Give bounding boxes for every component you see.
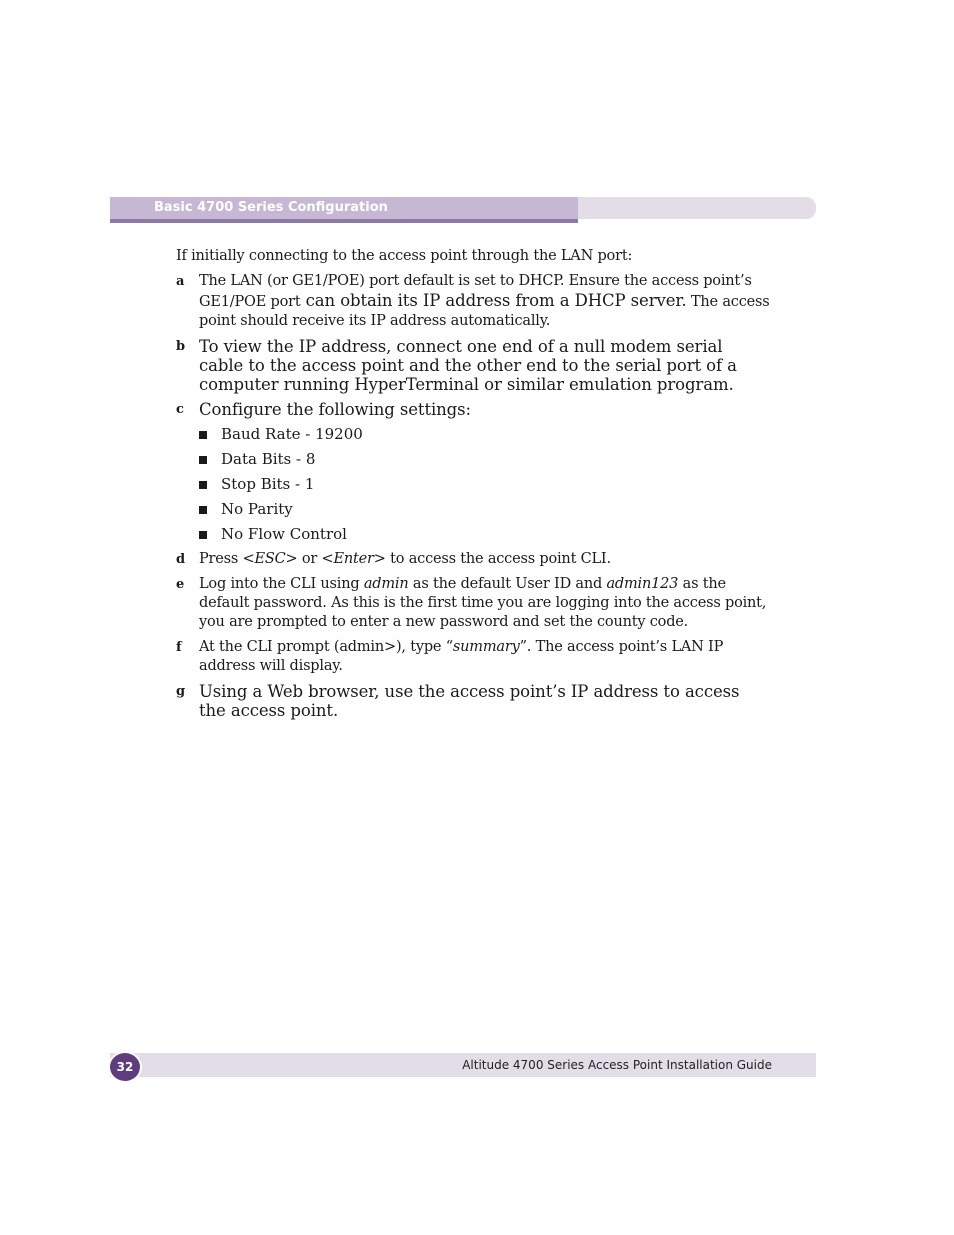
list-item-text: No Flow Control <box>221 525 347 543</box>
page-number: 32 <box>108 1051 142 1083</box>
list-item <box>199 500 771 519</box>
step-e-text-2: as the default User ID and <box>408 576 607 592</box>
list-item <box>199 450 771 469</box>
square-bullet-icon <box>199 481 207 489</box>
step-e <box>176 575 771 632</box>
step-d-text-3: > to access the access point CLI. <box>373 551 611 567</box>
step-f-text-1: At the CLI prompt (admin>), type “ <box>199 639 453 655</box>
default-user-id: admin <box>363 576 409 592</box>
step-d-text-1: Press < <box>199 551 255 567</box>
list-item <box>199 475 771 494</box>
esc-key: ESC <box>254 551 286 567</box>
step-a-part2: can obtain its IP address from a DHCP server. <box>300 291 687 310</box>
enter-key: Enter <box>333 551 374 567</box>
list-item <box>199 425 771 444</box>
step-d-text-2: > or < <box>285 551 334 567</box>
step-letter: e <box>176 577 185 592</box>
step-e-text-1: Log into the CLI using <box>199 576 364 592</box>
step-text <box>199 550 771 569</box>
step-a-part3: The access point should receive its IP address automatically. <box>199 294 770 329</box>
step-text <box>199 575 771 632</box>
step-text: To view the IP address, connect one end of a null modem serial cable to the access point and the other end to the serial port of a computer running HyperTerminal or similar emulation program. <box>199 337 737 394</box>
intro-text: If initially connecting to the access point through the LAN port: <box>176 248 633 264</box>
step-text: Using a Web browser, use the access point’s IP address to access the access point. <box>199 682 740 720</box>
step-g <box>176 682 771 720</box>
step-letter: f <box>176 640 182 655</box>
step-letter: g <box>176 684 186 699</box>
step-letter: c <box>176 402 184 417</box>
list-item-text: No Parity <box>221 500 293 518</box>
square-bullet-icon <box>199 456 207 464</box>
step-f <box>176 638 771 676</box>
main-content <box>176 247 771 726</box>
list-item-text: Baud Rate - 19200 <box>221 425 363 443</box>
step-text <box>199 638 771 676</box>
square-bullet-icon <box>199 531 207 539</box>
list-item-text: Stop Bits - 1 <box>221 475 315 493</box>
list-item-text: Data Bits - 8 <box>221 450 316 468</box>
default-password: admin123 <box>606 576 679 592</box>
section-title: Basic 4700 Series Configuration <box>154 200 388 215</box>
list-item <box>199 525 771 544</box>
step-letter: a <box>176 274 185 289</box>
step-text <box>199 272 771 331</box>
step-letter: b <box>176 339 186 354</box>
step-letter: d <box>176 552 186 567</box>
summary-command: summary <box>452 639 520 655</box>
footer-title: Altitude 4700 Series Access Point Installation Guide <box>462 1058 772 1072</box>
step-a <box>176 272 771 331</box>
step-f-text-2: ”. The access point’s LAN IP address will display. <box>199 639 724 674</box>
step-b <box>176 337 771 394</box>
square-bullet-icon <box>199 506 207 514</box>
square-bullet-icon <box>199 431 207 439</box>
settings-list <box>199 425 771 544</box>
step-c <box>176 400 771 544</box>
step-a-part1: The LAN (or GE1/POE) port default is set to DHCP. Ensure the access point’s GE1/POE port <box>199 273 752 310</box>
step-e-text-3: as the default password. As this is the first time you are logging into the access point, you are prompted to enter a new password and set the county code. <box>199 576 767 630</box>
step-text: Configure the following settings: <box>199 400 471 419</box>
step-d <box>176 550 771 569</box>
